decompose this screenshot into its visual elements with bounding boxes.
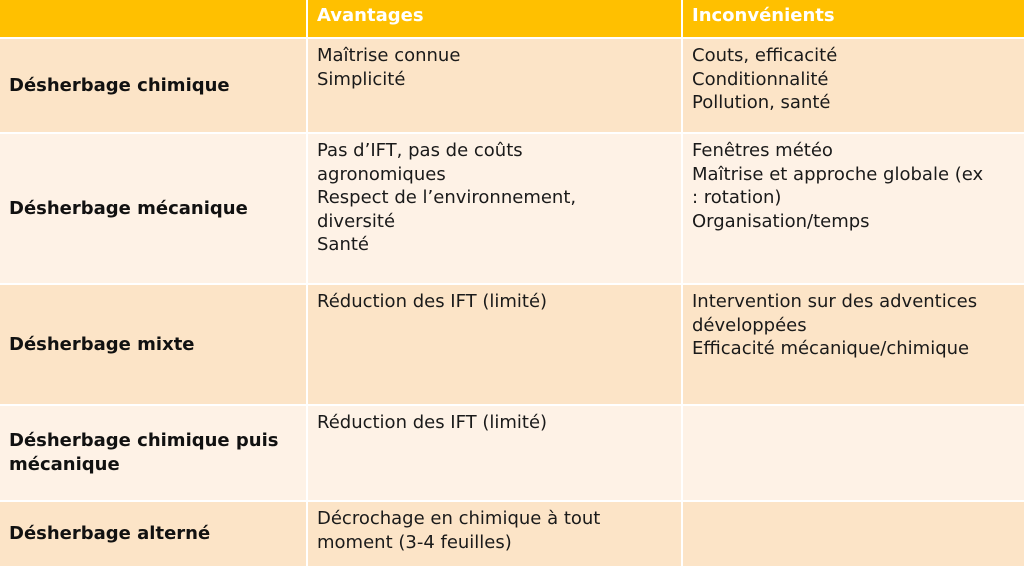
disadvantage-text: Intervention sur des adventices [692,291,978,312]
row-label: Désherbage mécanique [0,134,308,285]
advantage-text: Santé [317,234,369,255]
disadvantages-cell [683,406,1024,502]
disadvantages-cell [683,39,1024,134]
disadvantages-cell [683,502,1024,568]
table-row [0,285,1024,406]
row-label [0,406,308,502]
advantage-text: Réduction des IFT (limité) [317,412,548,433]
advantage-text: diversité [317,210,396,232]
disadvantage-text: : rotation) [692,187,782,208]
advantages-cell [308,134,683,285]
advantages-cell [308,502,683,568]
advantage-text: Réduction des IFT (limité) [317,291,548,312]
advantage-text: Respect de l’environnement, [317,187,577,208]
row-label: Désherbage chimique [0,39,308,134]
row-label-line: Désherbage chimique puis [9,430,279,451]
disadvantage-text: développées [692,314,807,336]
disadvantage-text: Maîtrise et approche globale (ex [692,163,984,185]
row-label: Désherbage alterné [0,502,308,568]
disadvantage-text: Couts, efficacité [692,45,838,66]
disadvantages-cell [683,134,1024,285]
advantage-text: moment (3-4 feuilles) [317,531,512,553]
advantage-text: Pas d’IFT, pas de coûts [317,140,523,161]
advantages-cell [308,39,683,134]
disadvantage-text: Efficacité mécanique/chimique [692,338,970,359]
disadvantage-text: Organisation/temps [692,210,870,232]
advantage-text: agronomiques [317,163,446,185]
table-row [0,134,1024,285]
table-row [0,39,1024,134]
disadvantage-text: Conditionnalité [692,68,829,90]
disadvantage-text: Fenêtres météo [692,140,833,161]
disadvantage-text: Pollution, santé [692,92,831,113]
header-cell-advantages: Avantages [308,0,683,39]
row-label-line: mécanique [9,454,120,475]
advantage-text: Simplicité [317,68,406,90]
table-row [0,406,1024,502]
advantage-text: Décrochage en chimique à tout [317,508,601,529]
header-cell-disadvantages: Inconvénients [683,0,1024,39]
table-row [0,502,1024,568]
header-cell-empty [0,0,308,39]
advantage-text: Maîtrise connue [317,45,461,66]
disadvantages-cell [683,285,1024,406]
table-header-row [0,0,1024,39]
advantages-cell [308,406,683,502]
advantages-cell [308,285,683,406]
row-label: Désherbage mixte [0,285,308,406]
